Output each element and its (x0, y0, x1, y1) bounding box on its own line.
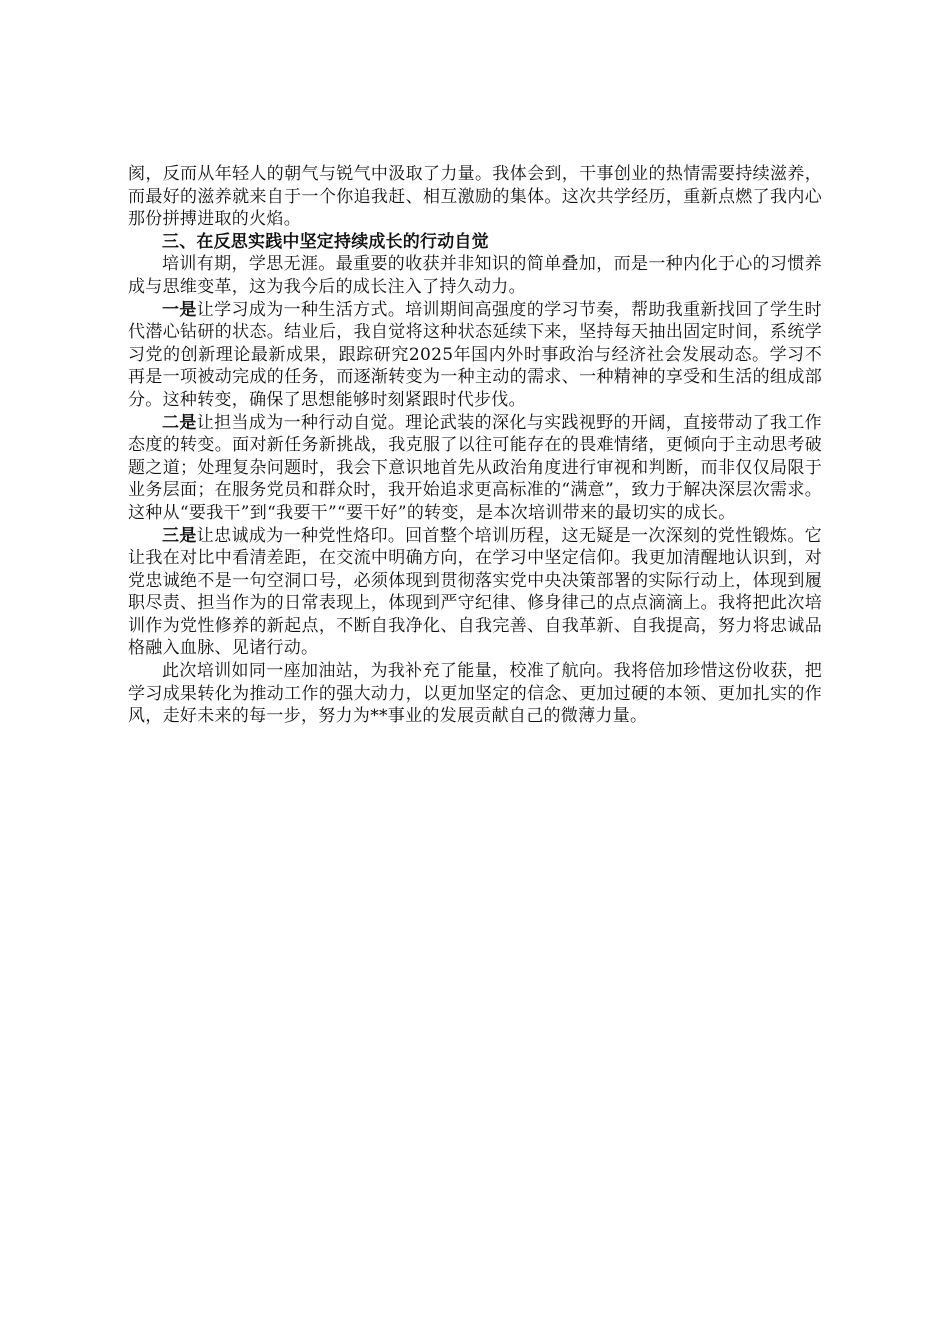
point-lead: 三是 (162, 525, 197, 546)
paragraph-text: 培训有期，学思无涯。最重要的收获并非知识的简单叠加，而是一种内化于心的习惯养成与思维变革，这为我今后的成长注入了持久动力。 (128, 254, 822, 297)
point-paragraph-2 (128, 412, 822, 525)
point-lead: 一是 (162, 299, 197, 320)
section-heading (128, 231, 822, 254)
paragraph-text: 此次培训如同一座加油站，为我补充了能量，校准了航向。我将倍加珍惜这份收获，把学习成果转化为推动工作的强大动力，以更加坚定的信念、更加过硬的本领、更加扎实的作风，走好未来的每一步，努力为**事业的发展贡献自己的微薄力量。 (128, 661, 822, 727)
point-paragraph-3 (128, 525, 822, 661)
document-body (128, 163, 822, 728)
body-paragraph (128, 253, 822, 298)
section-heading-text: 三、在反思实践中坚定持续成长的行动自觉 (162, 231, 489, 252)
point-lead: 二是 (162, 412, 197, 433)
point-paragraph-1 (128, 299, 822, 412)
continuation-paragraph (128, 163, 822, 231)
paragraph-text: 阂，反而从年轻人的朝气与锐气中汲取了力量。我体会到，干事创业的热情需要持续滋养，而最好的滋养就来自于一个你追我赶、相互激励的集体。这次共学经历，重新点燃了我内心那份拼搏进取的火焰。 (128, 164, 822, 230)
paragraph-text: 让担当成为一种行动自觉。理论武装的深化与实践视野的开阔，直接带动了我工作态度的转变。面对新任务新挑战，我克服了以往可能存在的畏难情绪，更倾向于主动思考破题之道；处理复杂问题时，我会下意识地首先从政治角度进行审视和判断，而非仅仅局限于业务层面；在服务党员和群众时，我开始追求更高标准的“满意”，致力于解决深层次需求。这种从“要我干”到“我要干”“要干好”的转变，是本次培训带来的最切实的成长。 (128, 412, 822, 523)
paragraph-text: 让忠诚成为一种党性烙印。回首整个培训历程，这无疑是一次深刻的党性锻炼。它让我在对比中看清差距，在交流中明确方向，在学习中坚定信仰。我更加清醒地认识到，对党忠诚绝不是一句空洞口号，必须体现到贯彻落实党中央决策部署的实际行动上，体现到履职尽责、担当作为的日常表现上，体现到严守纪律、修身律己的点点滴滴上。我将把此次培训作为党性修养的新起点，不断自我净化、自我完善、自我革新、自我提高，努力将忠诚品格融入血脉、见诸行动。 (128, 525, 822, 659)
paragraph-text: 让学习成为一种生活方式。培训期间高强度的学习节奏，帮助我重新找回了学生时代潜心钻研的状态。结业后，我自觉将这种状态延续下来，坚持每天抽出固定时间，系统学习党的创新理论最新成果，跟踪研究2025年国内外时事政治与经济社会发展动态。学习不再是一项被动完成的任务，而逐渐转变为一种主动的需求、一种精神的享受和生活的组成部分。这种转变，确保了思想能够时刻紧跟时代步伐。 (128, 299, 822, 410)
closing-paragraph (128, 660, 822, 728)
